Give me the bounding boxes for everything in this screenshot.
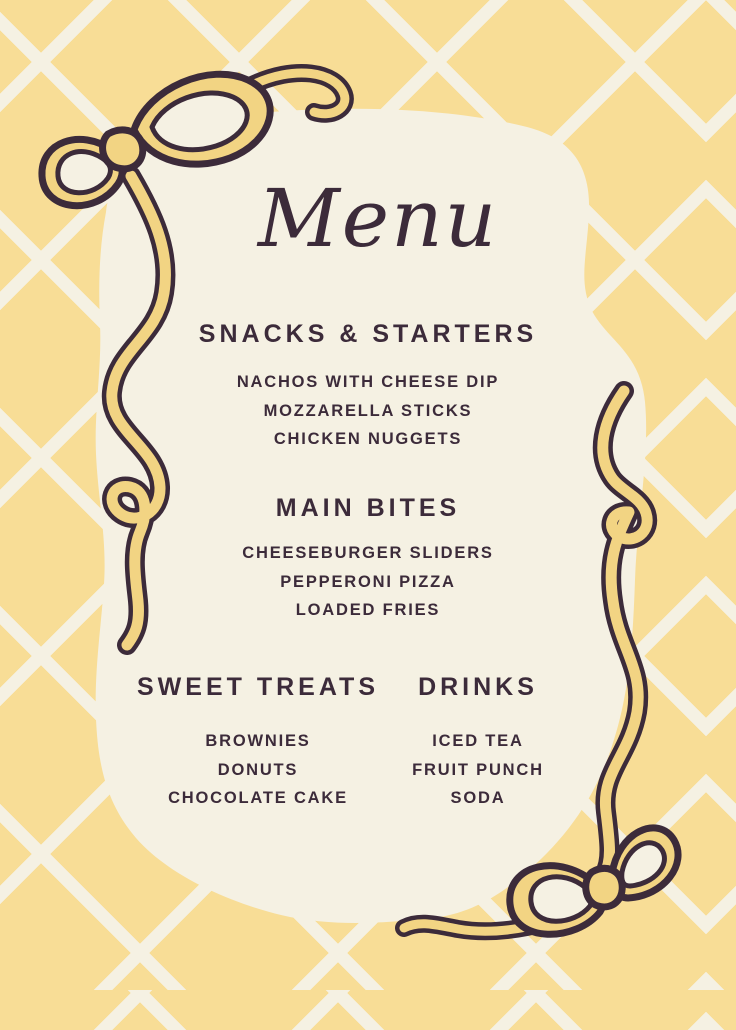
section-items-sweet-treats — [168, 727, 348, 813]
menu-title: Menu — [257, 172, 499, 265]
menu-item: CHEESEBURGER SLIDERS — [242, 544, 494, 562]
section-title-sweet-treats: SWEET TREATS — [137, 673, 379, 701]
menu-item: SODA — [450, 789, 506, 807]
menu-item: FRUIT PUNCH — [412, 760, 544, 779]
section-items-drinks — [412, 727, 544, 813]
section-items-main-bites — [242, 539, 493, 625]
section-items-snacks-starters — [237, 368, 499, 454]
section-title-snacks-starters: SNACKS & STARTERS — [198, 320, 538, 348]
menu-item: NACHOS WITH CHEESE DIP — [236, 373, 500, 391]
menu-item: MOZZARELLA STICKS — [263, 401, 473, 420]
menu-item: DONUTS — [217, 760, 299, 779]
menu-item: BROWNIES — [205, 732, 311, 750]
menu-item: CHICKEN NUGGETS — [273, 430, 463, 448]
section-title-main-bites: MAIN BITES — [275, 494, 461, 522]
menu-item: LOADED FRIES — [295, 601, 441, 619]
menu-item: CHOCOLATE CAKE — [168, 789, 348, 807]
menu-item: PEPPERONI PIZZA — [280, 572, 456, 591]
menu-item: ICED TEA — [432, 732, 524, 750]
section-title-drinks: DRINKS — [418, 673, 538, 701]
